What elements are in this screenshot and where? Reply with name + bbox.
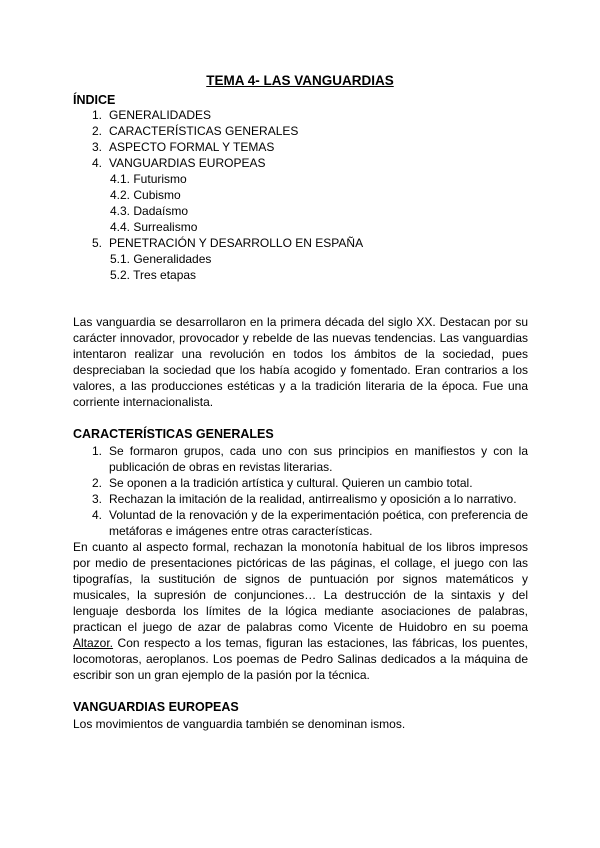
index-label: PENETRACIÓN Y DESARROLLO EN ESPAÑA (109, 236, 364, 250)
index-label: ASPECTO FORMAL Y TEMAS (109, 140, 275, 154)
index-heading: ÍNDICE (73, 93, 116, 107)
item-num: 2. (92, 476, 103, 490)
item-num: 1. (92, 444, 103, 458)
index-num: 4. (92, 156, 103, 170)
characteristics-heading: CARACTERÍSTICAS GENERALES (73, 427, 274, 441)
european-heading: VANGUARDIAS EUROPEAS (73, 700, 239, 714)
formal-text-b: Con respecto a los temas, figuran las estaciones, las fábricas, los puentes, locomotoras, aeroplanos. Los poemas de Pedro Salinas dedicados a la máquina de escribir son un gran ejemplo de la pasión por la técnica. (73, 636, 528, 682)
characteristic-item-3 (92, 491, 528, 507)
item-text: Voluntad de la renovación y de la experimentación poética, con preferencia de metáforas e imágenes entre otras características. (109, 508, 528, 538)
altazor-title: Altazor. (73, 636, 114, 650)
index-sub-4-2: 4.2. Cubismo (110, 188, 181, 202)
european-paragraph: Los movimientos de vanguardia también se denominan ismos. (73, 717, 406, 731)
index-num: 3. (92, 140, 103, 154)
index-num: 2. (92, 124, 103, 138)
characteristic-item-4 (92, 507, 528, 539)
characteristic-item-2 (92, 475, 528, 491)
characteristic-item-1 (92, 443, 528, 475)
index-num: 1. (92, 108, 103, 122)
index-label: GENERALIDADES (109, 108, 212, 122)
item-num: 4. (92, 508, 103, 522)
index-item-5 (92, 235, 363, 251)
index-sub-4-1: 4.1. Futurismo (110, 172, 187, 186)
index-sub-4-4: 4.4. Surrealismo (110, 220, 198, 234)
intro-paragraph: Las vanguardia se desarrollaron en la primera década del siglo XX. Destacan por su carácter innovador, provocador y rebelde de las nuevas tendencias. Las vanguardias intentaron realizar una revolución en todos los ámbitos de la sociedad, pues despreciaban la sociedad que los había acogido y fomentado. Eran contrarios a los valores, a las producciones estéticas y a la tradición literaria de la época. Fue una corriente internacionalista. (73, 315, 528, 409)
index-item-1 (92, 107, 211, 123)
item-text: Rechazan la imitación de la realidad, antirrealismo y oposición a lo narrativo. (109, 492, 517, 506)
index-label: VANGUARDIAS EUROPEAS (109, 156, 266, 170)
index-item-4 (92, 155, 265, 171)
index-item-3 (92, 139, 274, 155)
item-text: Se oponen a la tradición artística y cultural. Quieren un cambio total. (109, 476, 473, 490)
formal-text-a: En cuanto al aspecto formal, rechazan la monotonía habitual de los libros impresos por medio de presentaciones pictóricas de las páginas, el collage, el juego con las tipografías, la sustitución de signos de puntuación por signos matemáticos y musicales, la supresión de conjunciones… La destrucción de la sintaxis y del lenguaje desborda los límites de la lógica mediante asociaciones de palabras, practican el juego de azar de palabras como Vicente de Huidobro en su poema (73, 540, 528, 634)
item-num: 3. (92, 492, 103, 506)
index-sub-5-1: 5.1. Generalidades (110, 252, 212, 266)
index-sub-4-3: 4.3. Dadaísmo (110, 204, 189, 218)
item-text: Se formaron grupos, cada uno con sus principios en manifiestos y con la publicación de obras en revistas literarias. (109, 444, 528, 474)
index-sub-5-2: 5.2. Tres etapas (110, 268, 197, 282)
formal-aspect-paragraph (73, 539, 528, 683)
index-num: 5. (92, 236, 103, 250)
index-label: CARACTERÍSTICAS GENERALES (109, 124, 299, 138)
document-title: TEMA 4- LAS VANGUARDIAS (206, 73, 394, 88)
index-item-2 (92, 123, 298, 139)
